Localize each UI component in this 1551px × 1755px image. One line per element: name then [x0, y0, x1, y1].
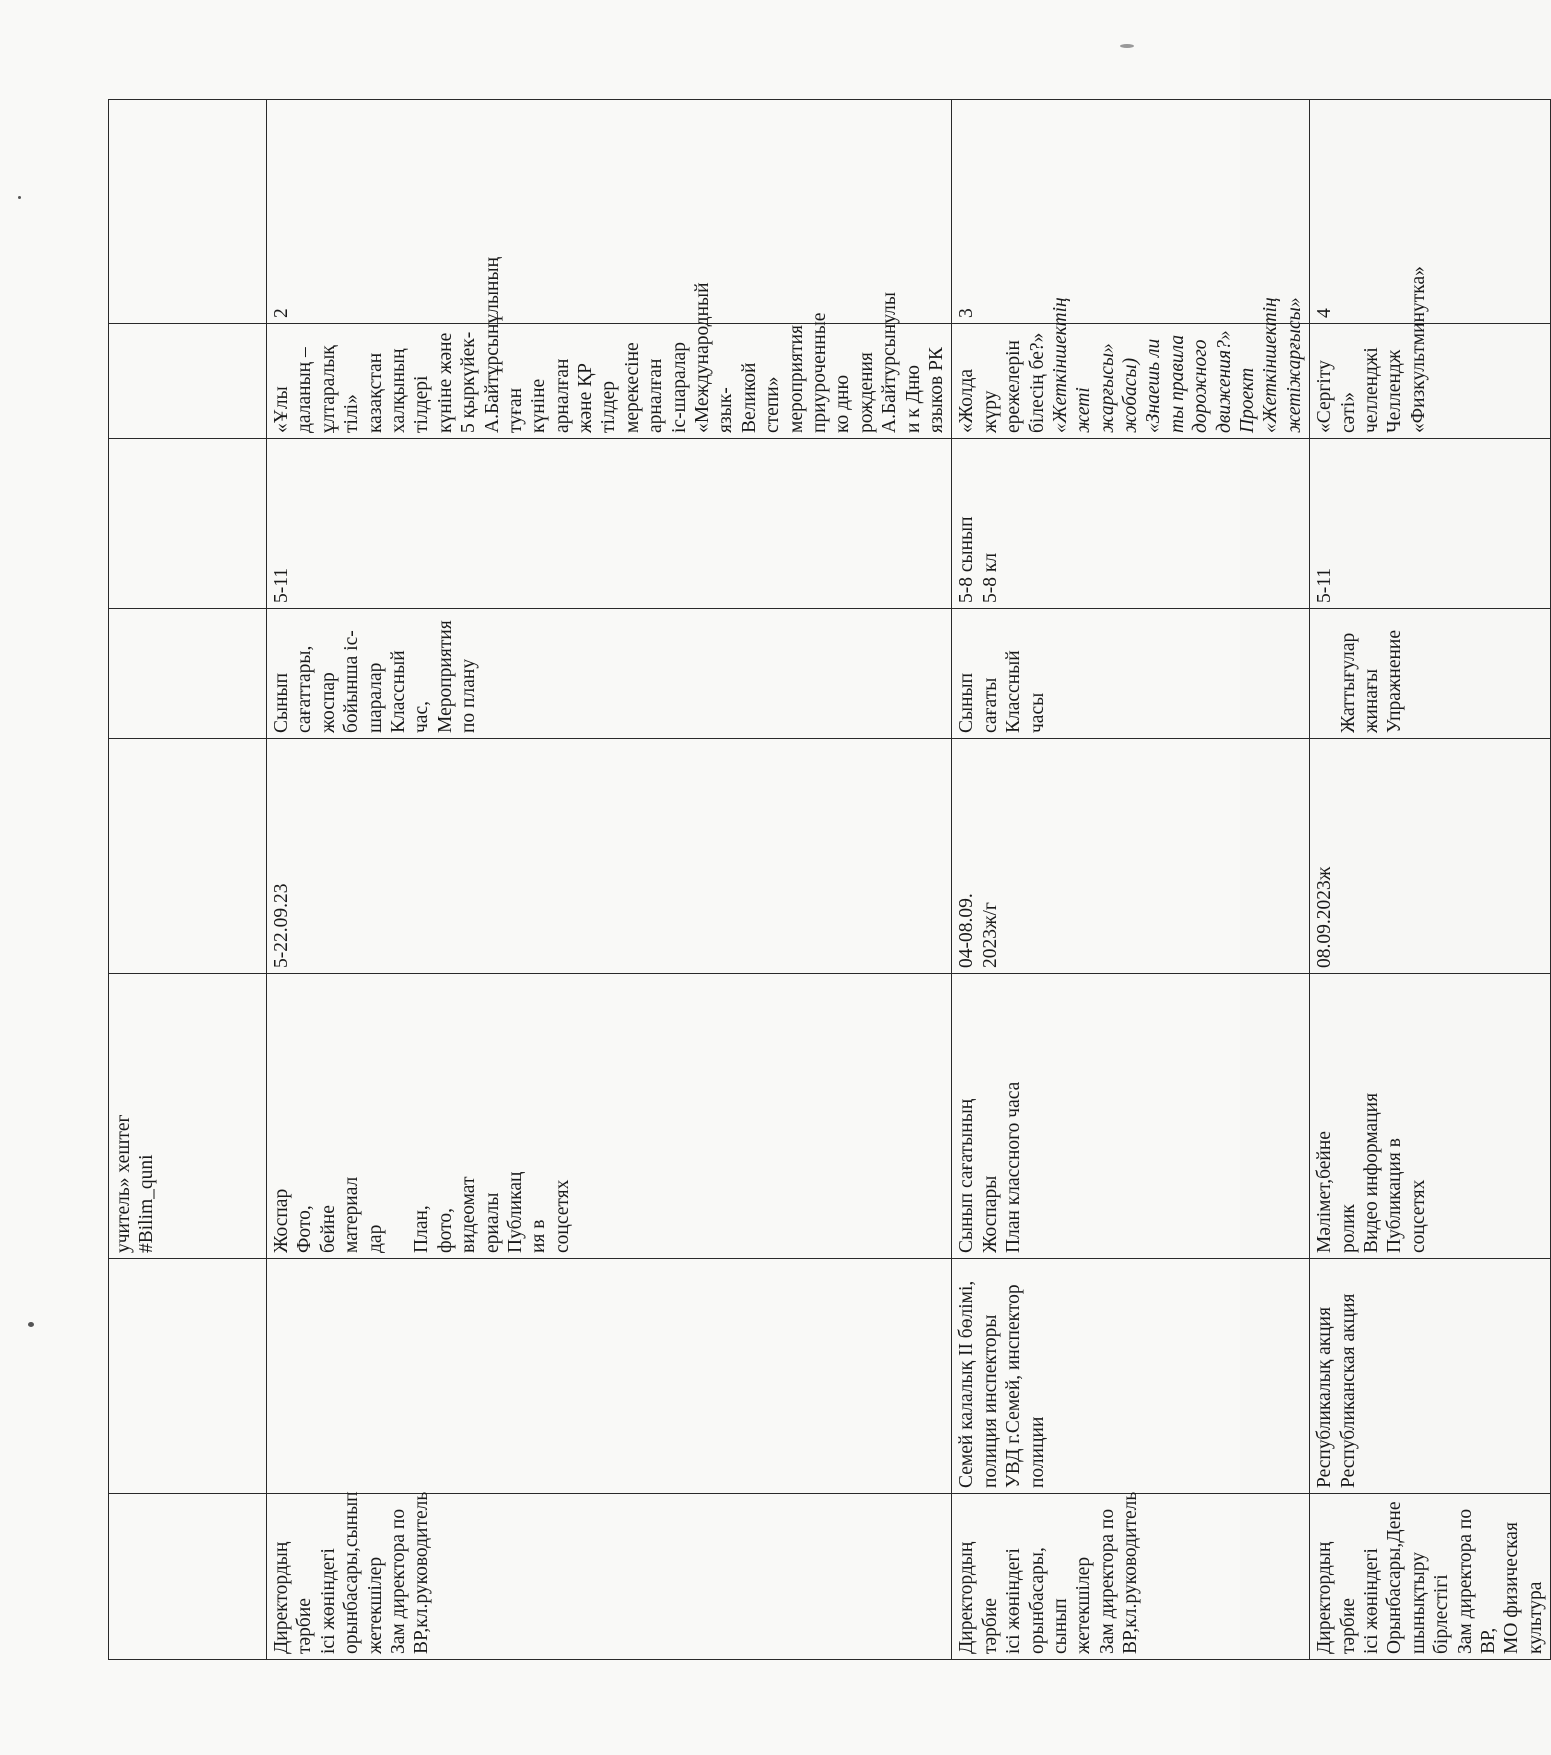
results-line: материал — [341, 1176, 363, 1253]
results-line: видеомат — [458, 1176, 480, 1253]
dates-line: 04-08.09. — [956, 893, 978, 968]
cell-num: 2 — [267, 100, 952, 324]
event-line: 5 қыркүйек- — [458, 331, 480, 433]
form-line: сағаттары, — [294, 645, 316, 733]
responsible-line: ісі жөніндегі — [1003, 1548, 1025, 1654]
table-row — [1310, 100, 1551, 1660]
results-line: бейне — [317, 1205, 339, 1253]
cell-results — [952, 974, 1310, 1259]
event-line: Челлендж — [1384, 349, 1406, 433]
scan-speck — [1120, 44, 1134, 48]
table-row — [952, 100, 1310, 1660]
responsible-line: орынбасары,сынып — [341, 1491, 363, 1654]
results-line: дар — [364, 1224, 386, 1253]
event-line: Великой степи» — [738, 362, 784, 433]
results-line: План, — [411, 1205, 433, 1253]
results-line: соцсетях — [551, 1179, 573, 1253]
cell-results — [109, 974, 267, 1259]
responsible-line: Зам директора по — [387, 1508, 409, 1654]
cell-form — [267, 609, 952, 739]
event-line: А.Байтұрсынұлының туған — [481, 256, 526, 433]
cell-num: 4 — [1310, 100, 1551, 324]
cell-num — [109, 100, 267, 324]
event-line: дорожного движения?» — [1190, 330, 1235, 433]
partners-line: полиция инспекторы — [979, 1314, 1001, 1488]
event-line: «Сергіту сәті» челленджі — [1314, 347, 1382, 433]
cell-results — [267, 974, 952, 1259]
partners-line: УВД г.Семей, инспектор — [1003, 1284, 1025, 1488]
responsible-line: Орынбасары,Дене — [1384, 1501, 1406, 1654]
responsible-line: МО физическая — [1501, 1522, 1523, 1654]
results-line: учитель» хештег — [113, 1114, 134, 1253]
event-line: тілдер мерекесіне арналған — [598, 342, 667, 433]
cell-dates — [109, 739, 267, 974]
event-line: күніне арналған және ҚР — [528, 358, 597, 433]
responsible-line: Зам директора по ВР, — [1454, 1508, 1499, 1654]
form-line: Классный часы — [1003, 650, 1048, 733]
event-line: тілі» казақстан халқының — [341, 348, 409, 433]
form-line: шаралар — [364, 662, 386, 733]
cell-partners — [267, 1259, 952, 1494]
responsible-line: орынбасары, — [1026, 1547, 1048, 1654]
cell-dates: 5-22.09.23 — [267, 739, 952, 974]
responsible-line: ВР,кл.руководитель — [411, 1491, 433, 1654]
cell-event — [267, 256, 952, 439]
form-line: Упражнение — [1384, 629, 1406, 733]
form-line: по плану — [458, 658, 480, 733]
results-line: Публикац — [504, 1171, 526, 1253]
form-gap — [1313, 614, 1336, 733]
rotated-table-wrapper — [108, 100, 1546, 1660]
event-line: А.Байтурсынулы и к Дню — [879, 292, 924, 433]
scan-speck — [18, 196, 21, 199]
results-line: Мәлімет,бейне — [1314, 1131, 1336, 1253]
cell-grades: 5-11 — [1310, 439, 1551, 609]
results-line: Жоспары — [979, 1175, 1001, 1253]
event-line: Проект «Жеткіншектің — [1237, 297, 1282, 433]
event-line: «Жолда жүру — [956, 368, 1001, 433]
cell-form — [109, 609, 267, 739]
dates-line: 2023ж/г — [979, 902, 1001, 968]
responsible-line: ВР,кл.руководитель — [1120, 1491, 1142, 1654]
cell-responsible — [109, 1494, 267, 1660]
partners-line: Семей калалық ІІ бөлімі, — [956, 1280, 978, 1488]
cell-dates — [952, 739, 1310, 974]
event-line: «Жеткіншектің жеті — [1049, 297, 1095, 433]
results-line: ия в — [528, 1219, 550, 1253]
event-line: іс-шаралар — [668, 342, 690, 433]
partners-line: Республикалық акция — [1314, 1306, 1336, 1488]
form-line: жоспар — [317, 672, 339, 733]
responsible-line: Директордың тәрбие — [956, 1541, 1001, 1654]
partners-line: полиции — [1026, 1416, 1048, 1488]
form-line: Сынып — [271, 672, 292, 733]
form-line: Классный — [387, 650, 409, 733]
results-line: Фото, — [294, 1205, 316, 1253]
event-line: мероприятия приуроченные — [785, 312, 830, 433]
table-row — [109, 100, 267, 1660]
cell-partners — [952, 1259, 1310, 1494]
cell-form — [952, 609, 1310, 739]
results-line: ериалы — [481, 1192, 503, 1253]
event-line: «Физкультминутка» — [1407, 266, 1429, 433]
responsible-line: ісі жөніндегі — [317, 1548, 339, 1654]
form-line: бойынша іс- — [341, 630, 363, 733]
cell-event — [1310, 266, 1551, 439]
scan-speck — [28, 1322, 34, 1327]
cell-responsible — [1310, 1494, 1551, 1660]
cell-dates: 08.09.2023ж — [1310, 739, 1551, 974]
event-line: «Знаешь ли ты правила — [1143, 334, 1188, 433]
grades-line: 5-8 кл — [979, 552, 1001, 603]
cell-partners — [109, 1259, 267, 1494]
responsible-line: сынып жетекшілер — [1049, 1556, 1095, 1654]
cell-grades — [952, 439, 1310, 609]
cell-event — [952, 297, 1310, 439]
results-line: План классного часа — [1003, 1081, 1025, 1253]
form-line: Жаттығулар — [1337, 632, 1359, 733]
event-plan-table — [108, 99, 1551, 1660]
results-line: Сынып сағатының — [956, 1098, 978, 1253]
results-line: Публикация в — [1384, 1138, 1406, 1253]
event-line: «Ұлы даланың – ұлтаралық — [271, 345, 339, 433]
cell-results — [1310, 974, 1551, 1259]
results-line: #Bilim_quni — [136, 1154, 158, 1253]
responsible-line: Зам директора по — [1096, 1508, 1118, 1654]
results-gap — [387, 979, 410, 1253]
event-line: ережелерін білесің бе?» — [1003, 332, 1048, 433]
event-line: тілдері күніне және — [411, 332, 456, 433]
cell-form — [1310, 609, 1551, 739]
responsible-line: жетекшілер — [364, 1556, 386, 1654]
form-line: Сынып сағаты — [956, 672, 1001, 733]
responsible-line: Директордың тәрбие — [1314, 1541, 1359, 1654]
responsible-line: культура — [1524, 1581, 1546, 1654]
responsible-line: шынықтыру бірлестігі — [1407, 1552, 1453, 1654]
responsible-line: Директордың тәрбие — [271, 1541, 316, 1654]
partners-line: Республиканская акция — [1337, 1293, 1359, 1488]
form-line: час, — [411, 701, 433, 733]
results-line: Видео информация — [1360, 1092, 1382, 1253]
event-line: языков РК — [925, 347, 947, 433]
form-line: Мероприятия — [434, 620, 456, 733]
results-line: Жоспар — [271, 1188, 292, 1253]
table-row — [267, 100, 952, 1660]
form-line: жинағы — [1360, 668, 1382, 733]
cell-responsible — [267, 1491, 952, 1660]
cell-partners — [1310, 1259, 1551, 1494]
event-line: «Международный язык- — [692, 282, 737, 433]
cell-num: 3 — [952, 100, 1310, 324]
event-line: ко дню рождения — [832, 352, 877, 433]
grades-line: 5-8 сынып — [956, 516, 978, 603]
cell-grades — [109, 439, 267, 609]
cell-event — [109, 324, 267, 439]
results-line: фото, — [434, 1207, 456, 1253]
cell-responsible — [952, 1491, 1310, 1660]
responsible-line: ісі жөніндегі — [1360, 1548, 1382, 1654]
results-line: ролик — [1337, 1204, 1359, 1253]
cell-grades: 5-11 — [267, 439, 952, 609]
results-line: соцсетях — [1407, 1179, 1429, 1253]
event-line: жарғысы» жобасы) — [1096, 343, 1142, 433]
event-line: жетіжарғысы» — [1283, 297, 1305, 433]
